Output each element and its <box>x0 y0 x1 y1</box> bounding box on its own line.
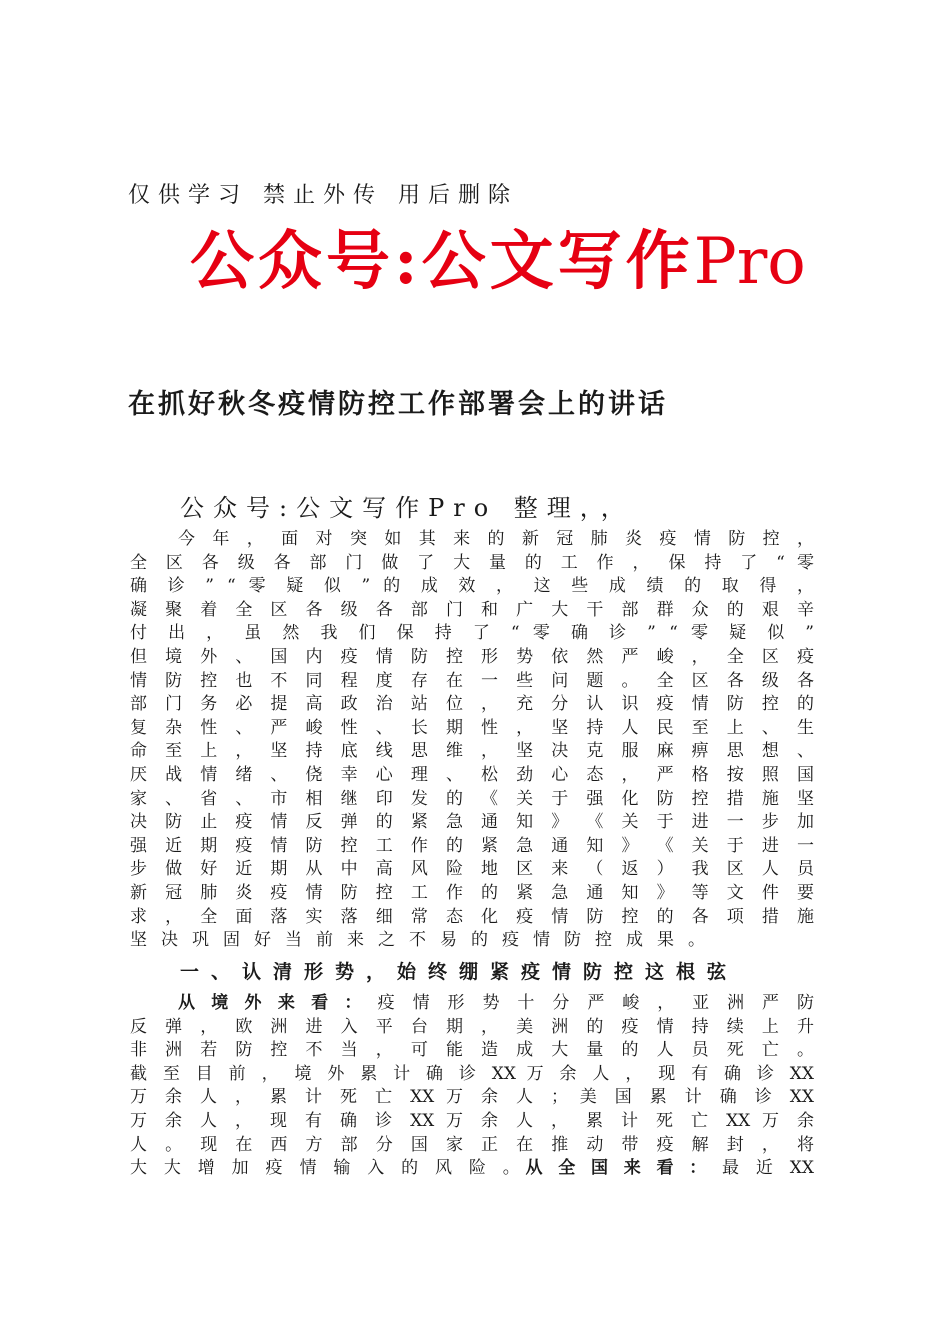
section-heading-1: 一、认清形势，始终绷紧疫情防控这根弦 <box>180 961 739 983</box>
text-line: 凝 聚 着 全 区 各 级 各 部 门 和 广 大 干 部 群 众 的 艰 辛 <box>130 599 814 620</box>
text-line <box>130 1157 814 1181</box>
text-line: 截 至 目 前 ， 境 外 累 计 确 诊 XX 万 余 人 ， 现 有 确 诊 XX <box>130 1063 814 1084</box>
text-span: 大 大 增 加 疫 情 输 入 的 风 险 。 <box>130 1158 526 1179</box>
text-line: 厌 战 情 绪 、 侥 幸 心 理 、 松 劲 心 态 ， 严 格 按 照 国 <box>130 764 814 785</box>
text-line: 部 门 务 必 提 高 政 治 站 位 ， 充 分 认 识 疫 情 防 控 的 <box>130 694 814 715</box>
text-line: 付 出 ， 虽 然 我 们 保 持 了 “ 零 确 诊 ” “ 零 疑 似 ” <box>130 623 814 644</box>
text-span: 疫 情 形 势 十 分 严 峻 ， 亚 洲 严 防 <box>377 993 814 1013</box>
text-line: 反 弹 ， 欧 洲 进 入 平 台 期 ， 美 洲 的 疫 情 持 续 上 升 <box>130 1016 814 1037</box>
text-line: 但 境 外 、 国 内 疫 情 防 控 形 势 依 然 严 峻 ， 全 区 疫 <box>130 646 814 667</box>
text-line <box>130 992 814 1016</box>
text-line: 复 杂 性 、 严 峻 性 、 长 期 性 ， 坚 持 人 民 至 上 、 生 <box>130 717 814 738</box>
brand-pro: Pro <box>693 225 806 299</box>
text-line: 命 至 上 ， 坚 持 底 线 思 维 ， 坚 决 克 服 麻 痹 思 想 、 <box>130 741 814 762</box>
text-line: 确 诊 ” “ 零 疑 似 ” 的 成 效 ， 这 些 成 绩 的 取 得 ， <box>130 576 814 597</box>
text-line: 人 。 现 在 西 方 部 分 国 家 正 在 推 动 带 疫 解 封 ， 将 <box>130 1134 814 1155</box>
text-line: 万 余 人 ， 累 计 死 亡 XX 万 余 人 ； 美 国 累 计 确 诊 XX <box>130 1087 814 1108</box>
byline: 公众号:公文写作Pro 整理，， <box>180 494 634 522</box>
text-line: 强 近 期 疫 情 防 控 工 作 的 紧 急 通 知 》 《 关 于 进 一 <box>130 835 814 856</box>
lead-phrase: 从全国来看： <box>525 1158 723 1179</box>
text-line: 今 年 ， 面 对 突 如 其 来 的 新 冠 肺 炎 疫 情 防 控 ， <box>178 529 814 549</box>
text-span: 最 近 XX <box>722 1158 814 1179</box>
text-line: 万 余 人 ， 现 有 确 诊 XX 万 余 人 ， 累 计 死 亡 XX 万 余 <box>130 1110 814 1131</box>
brand-watermark <box>190 218 806 306</box>
text-line: 步 做 好 近 期 从 中 高 风 险 地 区 来 （ 返 ） 我 区 人 员 <box>130 859 814 880</box>
text-line: 全 区 各 级 各 部 门 做 了 大 量 的 工 作 ， 保 持 了 “ 零 <box>130 552 814 573</box>
brand-name: 公众号:公文写作 <box>190 224 694 299</box>
text-line: 求 ， 全 面 落 实 落 细 常 态 化 疫 情 防 控 的 各 项 措 施 <box>130 906 814 927</box>
text-line: 新 冠 肺 炎 疫 情 防 控 工 作 的 紧 急 通 知 》 等 文 件 要 <box>130 882 814 903</box>
text-line: 非 洲 若 防 控 不 当 ， 可 能 造 成 大 量 的 人 员 死 亡 。 <box>130 1040 814 1061</box>
usage-notice: 仅供学习 禁止外传 用后删除 <box>128 183 518 208</box>
text-line: 情 防 控 也 不 同 程 度 存 在 一 些 问 题 。 全 区 各 级 各 <box>130 670 814 691</box>
lead-phrase: 从境外来看： <box>178 993 378 1013</box>
text-line: 家 、 省 、 市 相 继 印 发 的 《 关 于 强 化 防 控 措 施 坚 <box>130 788 814 809</box>
paragraph-1 <box>130 528 814 953</box>
text-line: 坚决巩固好当前来之不易的疫情防控成果。 <box>130 930 719 951</box>
text-line: 决 防 止 疫 情 反 弹 的 紧 急 通 知 》 《 关 于 进 一 步 加 <box>130 812 814 833</box>
document-title: 在抓好秋冬疫情防控工作部署会上的讲话 <box>128 389 668 420</box>
paragraph-2 <box>130 992 814 1181</box>
